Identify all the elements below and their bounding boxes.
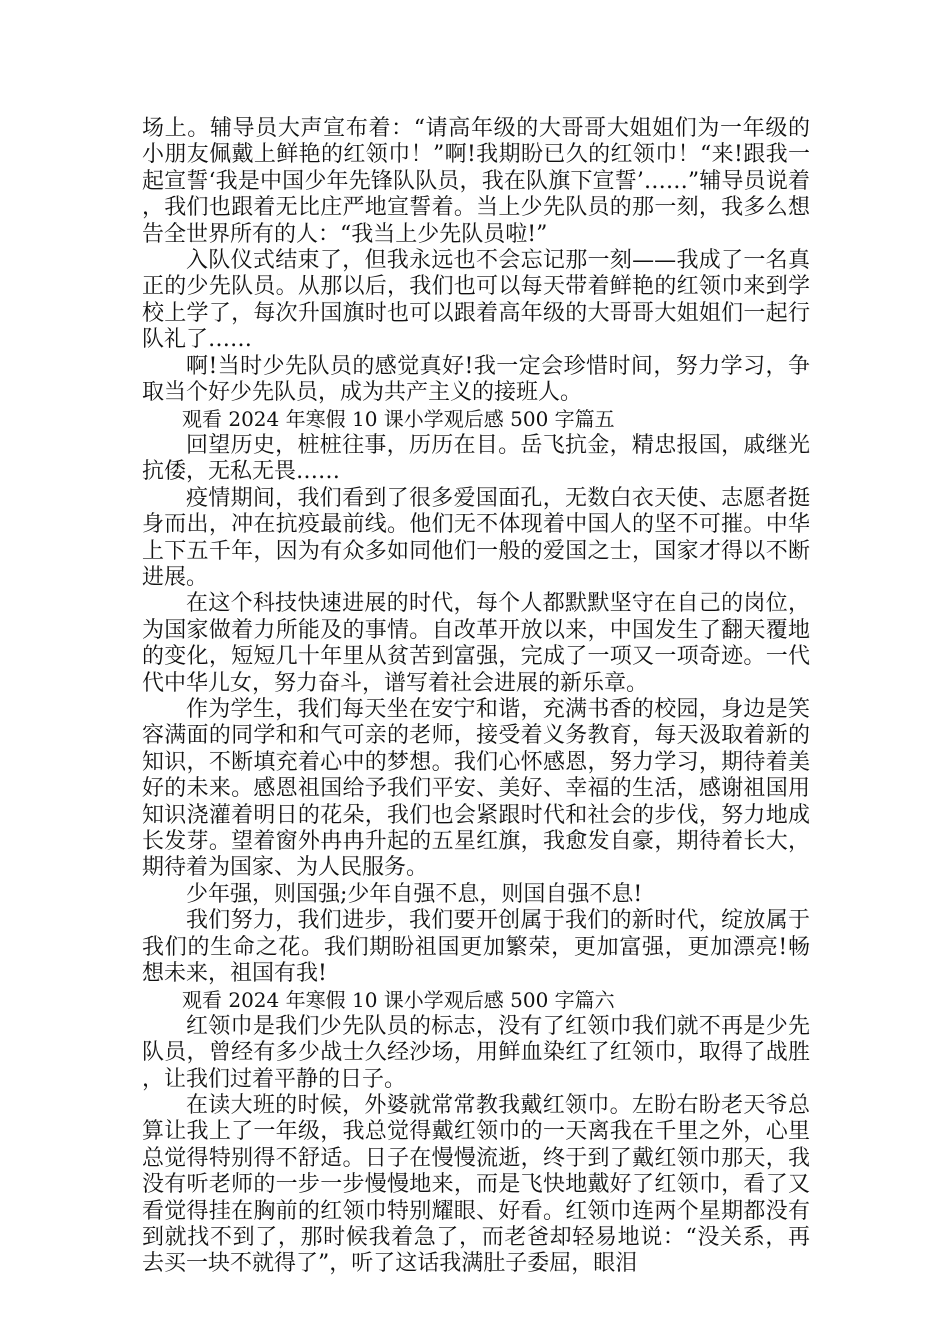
- document-body: [142, 116, 810, 1278]
- paragraph: 啊!当时少先队员的感觉真好!我一定会珍惜时间，努力学习，争取当个好少先队员，成为共产主义的接班人。: [142, 353, 810, 406]
- section-heading: 观看 2024 年寒假 10 课小学观后感 500 字篇五: [182, 407, 615, 432]
- paragraph: 我们努力，我们进步，我们要开创属于我们的新时代，绽放属于我们的生命之花。我们期盼祖国更加繁荣，更加富强，更加漂亮!畅想未来，祖国有我!: [142, 908, 810, 986]
- paragraph: 少年强，则国强;少年自强不息，则国自强不息!: [186, 881, 643, 907]
- paragraph: 红领巾是我们少先队员的标志，没有了红领巾我们就不再是少先队员，曾经有多少战士久经沙场，用鲜血染红了红领巾，取得了战胜，让我们过着平静的日子。: [142, 1013, 810, 1092]
- paragraph: 作为学生，我们每天坐在安宁和谐，充满书香的校园，身边是笑容满面的同学和和气可亲的老师，接受着义务教育，每天汲取着新的知识，不断填充着心中的梦想。我们心怀感恩，努力学习，期待着美好的未来。感恩祖国给予我们平安、美好、幸福的生活，感谢祖国用知识浇灌着明日的花朵，我们也会紧跟时代和社会的步伐，努力地成长发芽。望着窗外冉冉升起的五星红旗，我愈发自豪，期待着长大，期待着为国家、为人民服务。: [142, 696, 810, 881]
- paragraph: 回望历史，桩桩往事，历历在目。岳飞抗金，精忠报国，戚继光抗倭，无私无畏……: [142, 432, 810, 485]
- paragraph: 入队仪式结束了，但我永远也不会忘记那一刻——我成了一名真正的少先队员。从那以后，我们也可以每天带着鲜艳的红领巾来到学校上学了，每次升国旗时也可以跟着高年级的大哥哥大姐姐们一起行队礼了……: [142, 248, 810, 353]
- section-heading: 观看 2024 年寒假 10 课小学观后感 500 字篇六: [182, 988, 615, 1013]
- paragraph: 疫情期间，我们看到了很多爱国面孔，无数白衣天使、志愿者挺身而出，冲在抗疫最前线。他们无不体现着中国人的坚不可摧。中华上下五千年，因为有众多如同他们一般的爱国之士，国家才得以不断进展。: [142, 485, 810, 590]
- paragraph: 在这个科技快速进展的时代，每个人都默默坚守在自己的岗位，为国家做着力所能及的事情。自改革开放以来，中国发生了翻天覆地的变化，短短几十年里从贫苦到富强，完成了一项又一项奇迹。一代代中华儿女，努力奋斗，谱写着社会进展的新乐章。: [142, 591, 810, 696]
- paragraph: 在读大班的时候，外婆就常常教我戴红领巾。左盼右盼老天爷总算让我上了一年级，我总觉得戴红领巾的一天离我在千里之外，心里总觉得特别得不舒适。日子在慢慢流逝，终于到了戴红领巾那天，我没有听老师的一步一步慢慢地来，而是飞快地戴好了红领巾，看了又看觉得挂在胸前的红领巾特别耀眼、好看。红领巾连两个星期都没有到就找不到了，那时候我着急了，而老爸却轻易地说：“没关系，再去买一块不就得了”，听了这话我满肚子委屈，眼泪: [142, 1093, 810, 1277]
- paragraph: 场上。辅导员大声宣布着：“请高年级的大哥哥大姐姐们为一年级的小朋友佩戴上鲜艳的红领巾！”啊!我期盼已久的红领巾！“来!跟我一起宣誓‘我是中国少年先锋队队员，我在队旗下宣誓’……”辅导员说着，我们也跟着无比庄严地宣誓着。当上少先队员的那一刻，我多么想告全世界所有的人：“我当上少先队员啦!”: [142, 116, 810, 247]
